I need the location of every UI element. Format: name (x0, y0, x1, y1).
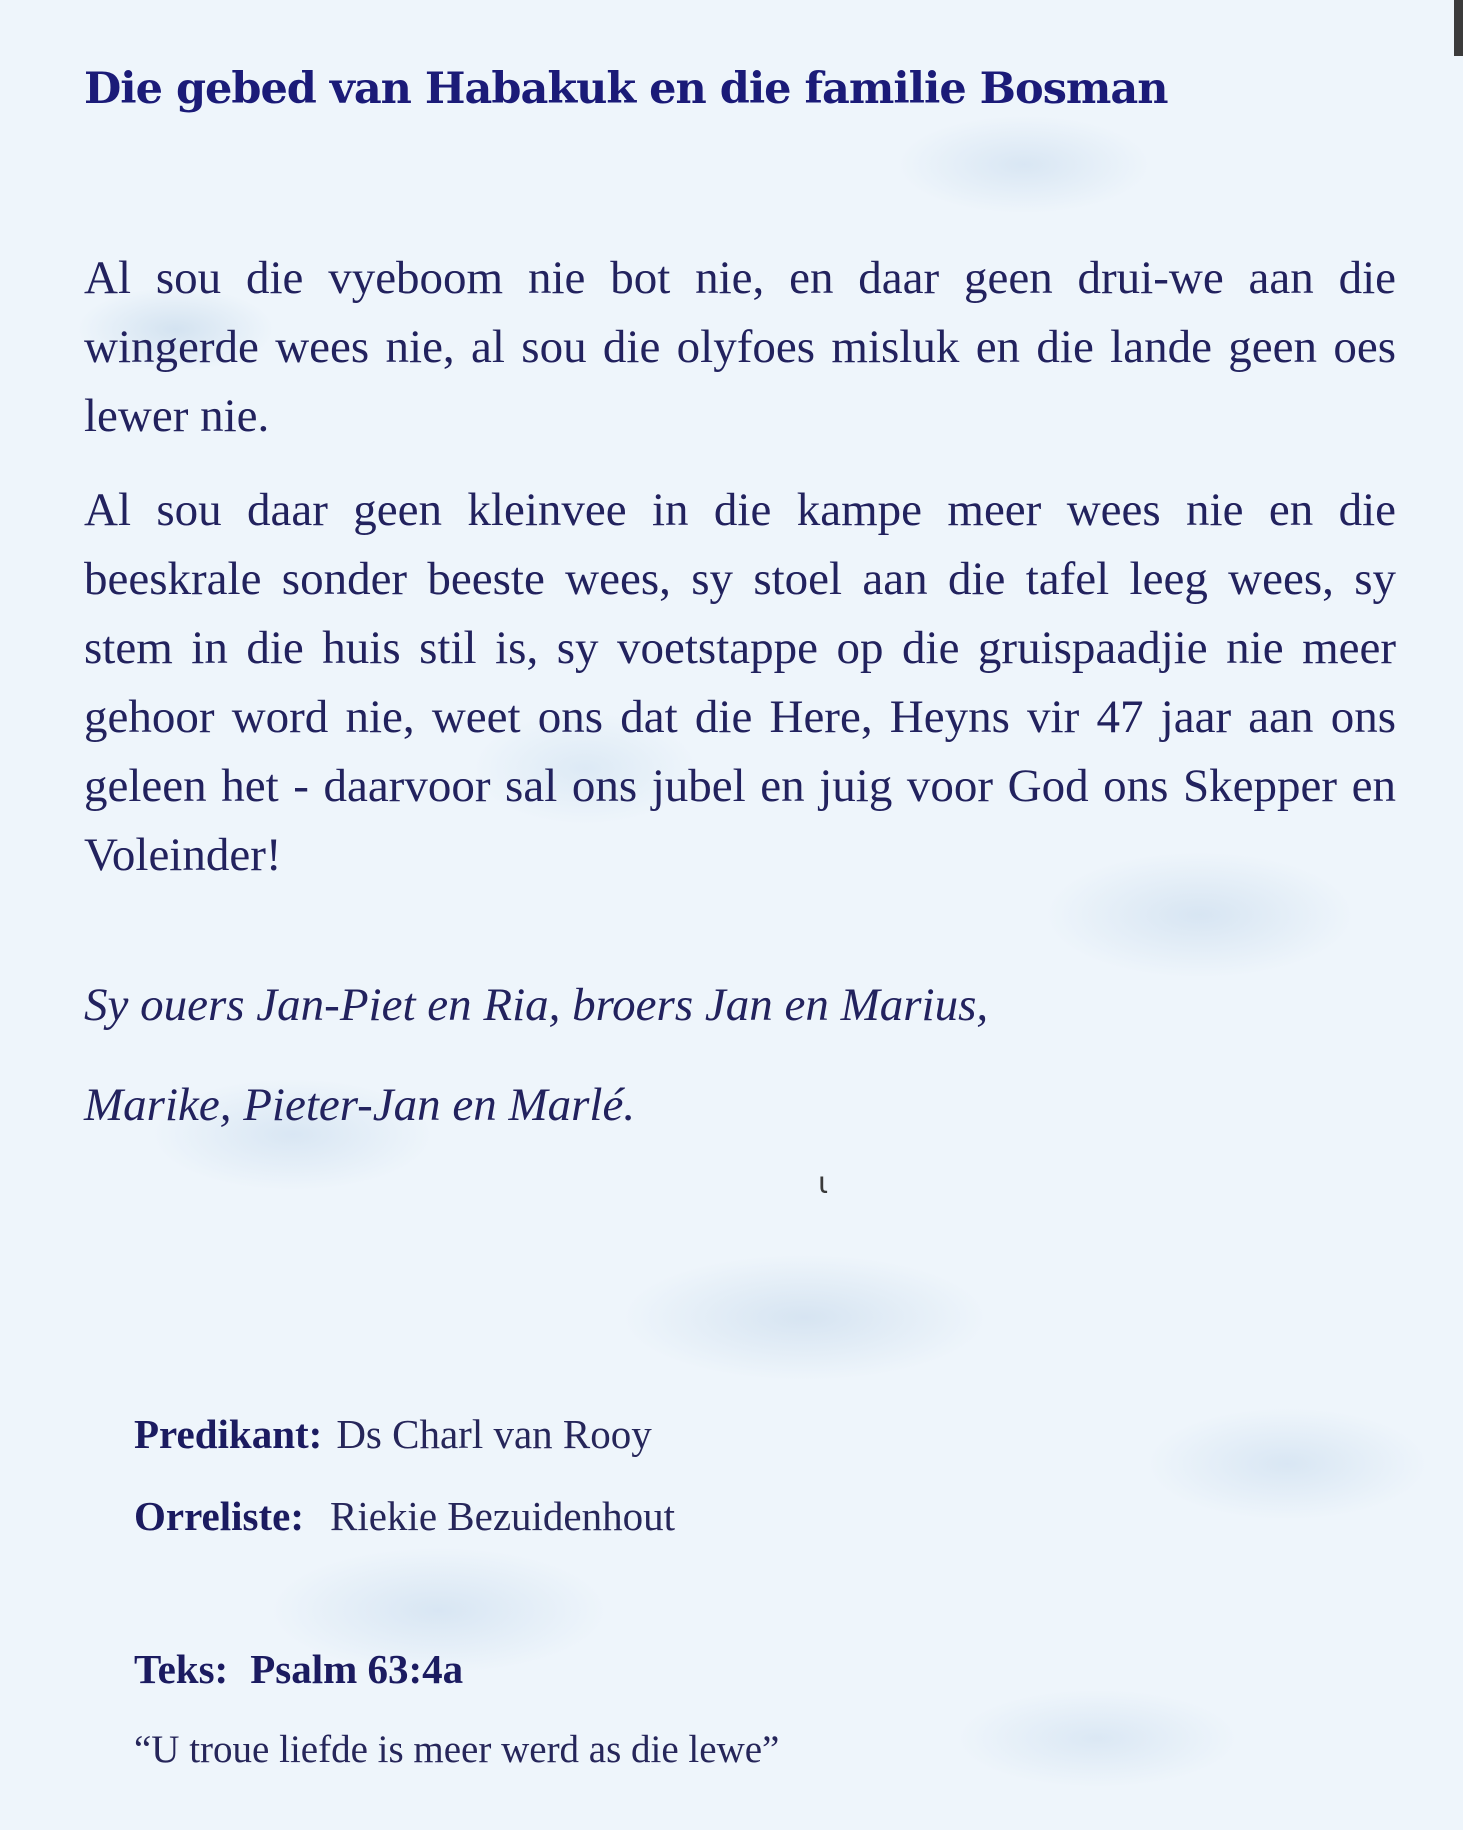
preacher-name: Ds Charl van Rooy (336, 1411, 652, 1457)
preacher-line (134, 1410, 652, 1458)
paragraph-1-text: Al sou die vyeboom nie bot nie, en daar geen drui-we aan die wingerde wees nie, al sou die olyfoes misluk en die lande geen oes lewer nie. (84, 252, 1396, 442)
signature-line-2: Marike, Pieter-Jan en Marlé. (84, 1079, 636, 1131)
scripture-text-line (134, 1645, 463, 1693)
signature-line-1: Sy ouers Jan-Piet en Ria, broers Jan en Marius, (84, 979, 989, 1031)
paragraph-1 (84, 244, 1396, 451)
organist-label: Orreliste: (134, 1493, 304, 1539)
organist-name: Riekie Bezuidenhout (330, 1493, 675, 1539)
scripture-text-label: Teks: (134, 1646, 229, 1692)
scan-edge-mark (1454, 0, 1463, 56)
scripture-quote: “U troue liefde is meer werd as die lewe” (134, 1728, 780, 1771)
scripture-reference: Psalm 63:4a (250, 1646, 464, 1692)
organist-line (134, 1492, 675, 1540)
paragraph-2-text: Al sou daar geen kleinvee in die kampe meer wees nie en die beeskrale sonder beeste wees, sy stoel aan die tafel leeg wees, sy stem in die huis stil is, sy voetstappe op die gruispaadjie nie meer gehoor word nie, weet ons dat die Here, Heyns vir 47 jaar aan ons geleen het - daarvoor sal ons jubel en juig voor God ons Skepper en Voleinder! (84, 484, 1396, 881)
handwritten-mark: ɩ (818, 1166, 829, 1201)
paragraph-2 (84, 476, 1396, 890)
preacher-label: Predikant: (134, 1411, 323, 1457)
page-title: Die gebed van Habakuk en die familie Bosman (84, 64, 1168, 114)
